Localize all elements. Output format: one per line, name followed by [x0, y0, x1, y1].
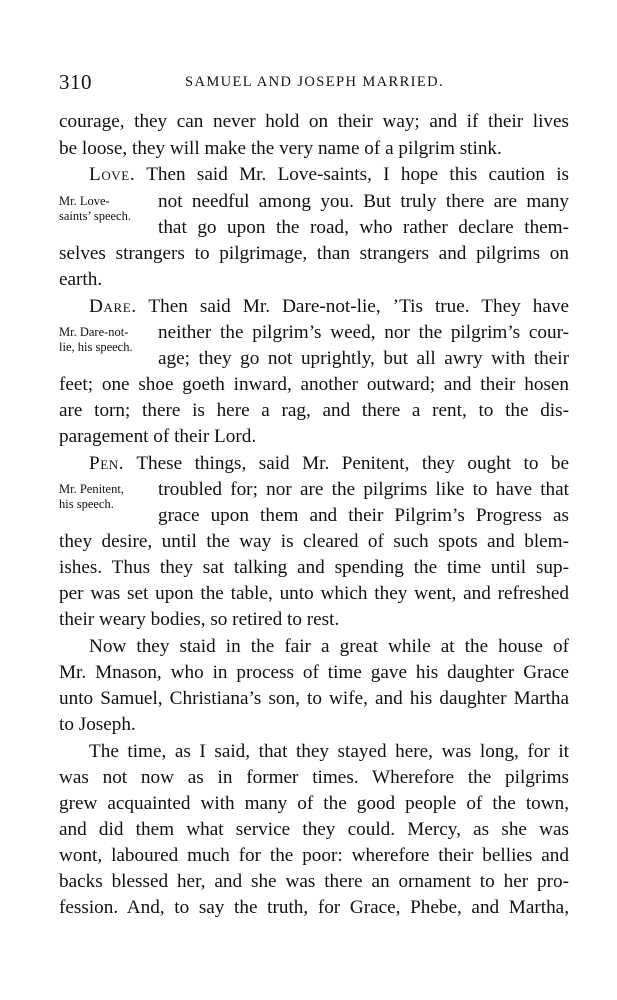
running-title: SAMUEL AND JOSEPH MARRIED.: [185, 74, 445, 90]
speaker-label: Love.: [89, 164, 136, 185]
text-line: Mr. Mnason, who in process of time gave his daughter Grace: [59, 662, 569, 683]
side-note-penitent: [59, 482, 159, 512]
side-note-line: Mr. Dare-not-: [59, 325, 129, 339]
text-line: to Joseph.: [59, 714, 136, 735]
text-line: fession. And, to say the truth, for Grace, Phebe, and Martha,: [59, 897, 569, 918]
text-line: paragement of their Lord.: [59, 426, 257, 447]
text-line: earth.: [59, 269, 103, 290]
text-line: they desire, until the way is cleared of such spots and blem-: [59, 531, 569, 552]
text-line: selves strangers to pilgrimage, than strangers and pilgrims on: [59, 243, 569, 264]
speaker-label: Dare.: [89, 296, 137, 317]
text-line: feet; one shoe goeth inward, another outward; and their hosen: [59, 374, 569, 395]
text-line: troubled for; nor are the pilgrims like to have that: [158, 479, 569, 500]
text-line: age; they go not uprightly, but all awry with their: [158, 348, 569, 369]
text-line: grew acquainted with many of the good people of the town,: [59, 793, 569, 814]
line-text: Then said Mr. Love-saints, I hope this caution is: [146, 164, 570, 185]
text-line: and did them what service they could. Mercy, as she was: [59, 819, 569, 840]
text-line: not needful among you. But truly there are many: [158, 191, 569, 212]
line-text: Then said Mr. Dare-not-lie, ’Tis true. They have: [148, 296, 570, 317]
text-line: be loose, they will make the very name of a pilgrim stink.: [59, 138, 502, 159]
text-line: [89, 294, 569, 320]
line-text: These things, said Mr. Penitent, they ought to be: [136, 453, 569, 474]
text-line: unto Samuel, Christiana’s son, to wife, and his daughter Martha: [59, 688, 569, 709]
text-line: neither the pilgrim’s weed, nor the pilgrim’s cour-: [158, 322, 569, 343]
text-line: courage, they can never hold on their way; and if their lives: [59, 111, 569, 132]
page-number: 310: [59, 70, 92, 94]
text-line: wont, laboured much for the poor: wherefore their bellies and: [59, 845, 569, 866]
text-line: ishes. Thus they sat talking and spending the time until sup-: [59, 557, 569, 578]
text-line: that go upon the road, who rather declare them-: [158, 217, 569, 238]
text-line: are torn; there is here a rag, and there a rent, to the dis-: [59, 400, 569, 421]
side-note-line: lie, his speech.: [59, 340, 133, 354]
side-note-line: his speech.: [59, 497, 114, 511]
text-line: The time, as I said, that they stayed here, was long, for it: [89, 741, 569, 762]
side-note-line: Mr. Love-: [59, 194, 110, 208]
text-line: grace upon them and their Pilgrim’s Progress as: [158, 505, 569, 526]
text-line: [89, 451, 569, 477]
text-line: [89, 162, 569, 188]
side-note-line: Mr. Penitent,: [59, 482, 124, 496]
speaker-label: Pen.: [89, 453, 125, 474]
text-line: per was set upon the table, unto which they went, and refreshed: [59, 583, 569, 604]
text-line: was not now as in former times. Wherefore the pilgrims: [59, 767, 569, 788]
side-note-dare-not-lie: [59, 325, 159, 355]
text-line: their weary bodies, so retired to rest.: [59, 609, 340, 630]
side-note-line: saints’ speech.: [59, 209, 131, 223]
running-head: [59, 70, 570, 100]
side-note-love-saints: [59, 194, 159, 224]
text-line: Now they staid in the fair a great while at the house of: [89, 636, 569, 657]
text-line: backs blessed her, and she was there an ornament to her pro-: [59, 871, 569, 892]
